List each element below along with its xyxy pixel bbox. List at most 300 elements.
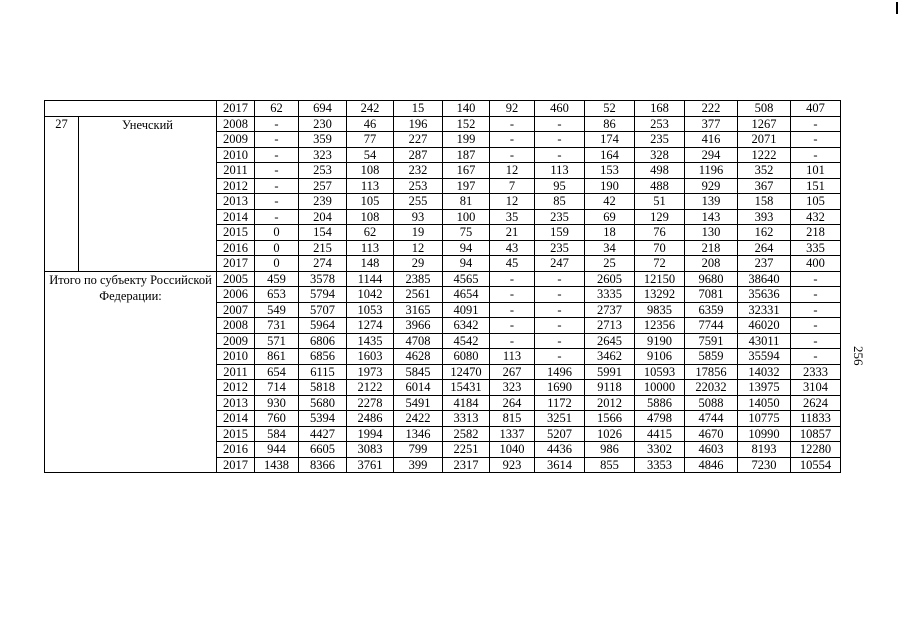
table-row: [45, 116, 841, 132]
value-cell: 0: [255, 225, 299, 241]
value-cell: 294: [685, 147, 738, 163]
row-number-cell: 27: [45, 116, 79, 271]
value-cell: 81: [443, 194, 490, 210]
value-cell: 3578: [299, 271, 347, 287]
value-cell: 4798: [635, 411, 685, 427]
value-cell: 2582: [443, 426, 490, 442]
value-cell: 113: [490, 349, 535, 365]
value-cell: 143: [685, 209, 738, 225]
value-cell: 264: [490, 395, 535, 411]
year-cell: 2014: [217, 209, 255, 225]
value-cell: 731: [255, 318, 299, 334]
value-cell: 714: [255, 380, 299, 396]
value-cell: 227: [394, 132, 443, 148]
value-cell: 1040: [490, 442, 535, 458]
value-cell: 174: [585, 132, 635, 148]
value-cell: -: [255, 178, 299, 194]
value-cell: -: [791, 271, 841, 287]
value-cell: 42: [585, 194, 635, 210]
value-cell: 154: [299, 225, 347, 241]
value-cell: 2278: [347, 395, 394, 411]
value-cell: 1172: [535, 395, 585, 411]
value-cell: 72: [635, 256, 685, 272]
value-cell: 323: [490, 380, 535, 396]
value-cell: 18: [585, 225, 635, 241]
region-name-cell: Итого по субъекту Российской Федерации:: [45, 271, 217, 473]
value-cell: 46: [347, 116, 394, 132]
value-cell: 45: [490, 256, 535, 272]
value-cell: 4565: [443, 271, 490, 287]
value-cell: -: [255, 194, 299, 210]
value-cell: 32331: [738, 302, 791, 318]
value-cell: 9106: [635, 349, 685, 365]
value-cell: 101: [791, 163, 841, 179]
value-cell: 694: [299, 101, 347, 117]
value-cell: 4427: [299, 426, 347, 442]
value-cell: 239: [299, 194, 347, 210]
year-cell: 2017: [217, 101, 255, 117]
value-cell: 2645: [585, 333, 635, 349]
value-cell: 287: [394, 147, 443, 163]
value-cell: 113: [347, 178, 394, 194]
table-row: [45, 101, 841, 117]
value-cell: 4744: [685, 411, 738, 427]
value-cell: 215: [299, 240, 347, 256]
year-cell: 2008: [217, 116, 255, 132]
value-cell: 1346: [394, 426, 443, 442]
value-cell: 5680: [299, 395, 347, 411]
value-cell: 7591: [685, 333, 738, 349]
value-cell: 105: [347, 194, 394, 210]
region-name-cell: [45, 101, 217, 117]
year-cell: 2011: [217, 364, 255, 380]
year-cell: 2005: [217, 271, 255, 287]
value-cell: 653: [255, 287, 299, 303]
value-cell: 10000: [635, 380, 685, 396]
data-table: [44, 100, 841, 473]
value-cell: -: [535, 349, 585, 365]
year-cell: 2012: [217, 178, 255, 194]
value-cell: 93: [394, 209, 443, 225]
value-cell: 235: [535, 240, 585, 256]
value-cell: 6014: [394, 380, 443, 396]
value-cell: 7081: [685, 287, 738, 303]
value-cell: -: [490, 132, 535, 148]
year-cell: 2011: [217, 163, 255, 179]
value-cell: -: [535, 147, 585, 163]
value-cell: 4670: [685, 426, 738, 442]
value-cell: -: [490, 302, 535, 318]
value-cell: 3462: [585, 349, 635, 365]
value-cell: 2012: [585, 395, 635, 411]
value-cell: -: [791, 132, 841, 148]
value-cell: -: [490, 271, 535, 287]
value-cell: 12280: [791, 442, 841, 458]
value-cell: 108: [347, 209, 394, 225]
value-cell: 1994: [347, 426, 394, 442]
value-cell: 399: [394, 457, 443, 473]
value-cell: -: [535, 333, 585, 349]
value-cell: 5207: [535, 426, 585, 442]
value-cell: 253: [394, 178, 443, 194]
value-cell: 10857: [791, 426, 841, 442]
value-cell: 1435: [347, 333, 394, 349]
value-cell: 235: [635, 132, 685, 148]
year-cell: 2010: [217, 349, 255, 365]
value-cell: 12: [490, 194, 535, 210]
value-cell: 9118: [585, 380, 635, 396]
value-cell: 1196: [685, 163, 738, 179]
value-cell: 242: [347, 101, 394, 117]
value-cell: 2561: [394, 287, 443, 303]
value-cell: -: [490, 318, 535, 334]
year-cell: 2016: [217, 442, 255, 458]
value-cell: 167: [443, 163, 490, 179]
value-cell: -: [535, 271, 585, 287]
value-cell: 14050: [738, 395, 791, 411]
value-cell: 14032: [738, 364, 791, 380]
value-cell: 267: [490, 364, 535, 380]
value-cell: 393: [738, 209, 791, 225]
value-cell: 208: [685, 256, 738, 272]
value-cell: -: [255, 116, 299, 132]
value-cell: 35636: [738, 287, 791, 303]
value-cell: -: [791, 333, 841, 349]
value-cell: 253: [299, 163, 347, 179]
value-cell: 148: [347, 256, 394, 272]
value-cell: 549: [255, 302, 299, 318]
year-cell: 2014: [217, 411, 255, 427]
value-cell: 140: [443, 101, 490, 117]
value-cell: 3614: [535, 457, 585, 473]
value-cell: 230: [299, 116, 347, 132]
value-cell: 11833: [791, 411, 841, 427]
value-cell: 986: [585, 442, 635, 458]
value-cell: 1267: [738, 116, 791, 132]
value-cell: 92: [490, 101, 535, 117]
value-cell: 1690: [535, 380, 585, 396]
value-cell: -: [791, 147, 841, 163]
value-cell: 100: [443, 209, 490, 225]
value-cell: -: [535, 116, 585, 132]
value-cell: 232: [394, 163, 443, 179]
year-cell: 2016: [217, 240, 255, 256]
value-cell: 159: [535, 225, 585, 241]
value-cell: 15: [394, 101, 443, 117]
value-cell: 196: [394, 116, 443, 132]
value-cell: 51: [635, 194, 685, 210]
value-cell: 6605: [299, 442, 347, 458]
value-cell: -: [490, 333, 535, 349]
value-cell: 930: [255, 395, 299, 411]
value-cell: 944: [255, 442, 299, 458]
value-cell: 6080: [443, 349, 490, 365]
value-cell: 4708: [394, 333, 443, 349]
value-cell: 264: [738, 240, 791, 256]
value-cell: 12470: [443, 364, 490, 380]
value-cell: 113: [347, 240, 394, 256]
value-cell: 1042: [347, 287, 394, 303]
value-cell: 571: [255, 333, 299, 349]
value-cell: 12: [394, 240, 443, 256]
value-cell: 13975: [738, 380, 791, 396]
value-cell: 2713: [585, 318, 635, 334]
value-cell: 43: [490, 240, 535, 256]
value-cell: 2251: [443, 442, 490, 458]
value-cell: 4542: [443, 333, 490, 349]
value-cell: 1566: [585, 411, 635, 427]
corner-mark: [896, 2, 898, 14]
value-cell: 923: [490, 457, 535, 473]
value-cell: 35594: [738, 349, 791, 365]
value-cell: 6359: [685, 302, 738, 318]
value-cell: 3313: [443, 411, 490, 427]
value-cell: 1026: [585, 426, 635, 442]
value-cell: 4436: [535, 442, 585, 458]
value-cell: 5991: [585, 364, 635, 380]
value-cell: 10554: [791, 457, 841, 473]
value-cell: 1053: [347, 302, 394, 318]
value-cell: 12356: [635, 318, 685, 334]
value-cell: 5491: [394, 395, 443, 411]
year-cell: 2009: [217, 132, 255, 148]
value-cell: 69: [585, 209, 635, 225]
value-cell: 1144: [347, 271, 394, 287]
value-cell: 584: [255, 426, 299, 442]
value-cell: 274: [299, 256, 347, 272]
value-cell: 432: [791, 209, 841, 225]
year-cell: 2017: [217, 457, 255, 473]
value-cell: 367: [738, 178, 791, 194]
value-cell: -: [255, 132, 299, 148]
value-cell: 108: [347, 163, 394, 179]
value-cell: 22032: [685, 380, 738, 396]
value-cell: 130: [685, 225, 738, 241]
value-cell: 5886: [635, 395, 685, 411]
value-cell: 190: [585, 178, 635, 194]
value-cell: 508: [738, 101, 791, 117]
value-cell: 3251: [535, 411, 585, 427]
value-cell: 10775: [738, 411, 791, 427]
value-cell: 113: [535, 163, 585, 179]
year-cell: 2015: [217, 426, 255, 442]
value-cell: 359: [299, 132, 347, 148]
value-cell: 19: [394, 225, 443, 241]
value-cell: 0: [255, 256, 299, 272]
value-cell: 760: [255, 411, 299, 427]
value-cell: 4091: [443, 302, 490, 318]
year-cell: 2012: [217, 380, 255, 396]
value-cell: 94: [443, 240, 490, 256]
value-cell: 5707: [299, 302, 347, 318]
value-cell: 257: [299, 178, 347, 194]
value-cell: 152: [443, 116, 490, 132]
value-cell: 13292: [635, 287, 685, 303]
value-cell: -: [535, 302, 585, 318]
value-cell: 7230: [738, 457, 791, 473]
value-cell: 654: [255, 364, 299, 380]
value-cell: 75: [443, 225, 490, 241]
value-cell: 204: [299, 209, 347, 225]
year-cell: 2017: [217, 256, 255, 272]
value-cell: 400: [791, 256, 841, 272]
value-cell: 168: [635, 101, 685, 117]
value-cell: 5088: [685, 395, 738, 411]
value-cell: 8366: [299, 457, 347, 473]
value-cell: 815: [490, 411, 535, 427]
value-cell: 4603: [685, 442, 738, 458]
value-cell: 6342: [443, 318, 490, 334]
value-cell: 222: [685, 101, 738, 117]
value-cell: 153: [585, 163, 635, 179]
value-cell: 1274: [347, 318, 394, 334]
value-cell: 46020: [738, 318, 791, 334]
year-cell: 2008: [217, 318, 255, 334]
value-cell: 323: [299, 147, 347, 163]
value-cell: -: [791, 287, 841, 303]
value-cell: 5794: [299, 287, 347, 303]
value-cell: 158: [738, 194, 791, 210]
value-cell: 4654: [443, 287, 490, 303]
value-cell: 3165: [394, 302, 443, 318]
year-cell: 2006: [217, 287, 255, 303]
value-cell: -: [791, 302, 841, 318]
value-cell: 7: [490, 178, 535, 194]
value-cell: 1337: [490, 426, 535, 442]
value-cell: 855: [585, 457, 635, 473]
value-cell: -: [255, 163, 299, 179]
value-cell: 4415: [635, 426, 685, 442]
value-cell: 799: [394, 442, 443, 458]
year-cell: 2007: [217, 302, 255, 318]
value-cell: 5394: [299, 411, 347, 427]
year-cell: 2015: [217, 225, 255, 241]
year-cell: 2013: [217, 194, 255, 210]
value-cell: 2624: [791, 395, 841, 411]
value-cell: 0: [255, 240, 299, 256]
year-cell: 2010: [217, 147, 255, 163]
year-cell: 2013: [217, 395, 255, 411]
value-cell: 95: [535, 178, 585, 194]
value-cell: -: [535, 318, 585, 334]
value-cell: 5845: [394, 364, 443, 380]
value-cell: 38640: [738, 271, 791, 287]
value-cell: 2122: [347, 380, 394, 396]
value-cell: 62: [347, 225, 394, 241]
value-cell: 4846: [685, 457, 738, 473]
value-cell: 4628: [394, 349, 443, 365]
value-cell: 10990: [738, 426, 791, 442]
value-cell: -: [490, 287, 535, 303]
value-cell: 52: [585, 101, 635, 117]
value-cell: 237: [738, 256, 791, 272]
value-cell: 460: [535, 101, 585, 117]
value-cell: 15431: [443, 380, 490, 396]
value-cell: 3083: [347, 442, 394, 458]
table-row: [45, 271, 841, 287]
value-cell: 43011: [738, 333, 791, 349]
value-cell: 6806: [299, 333, 347, 349]
value-cell: 6115: [299, 364, 347, 380]
value-cell: 4184: [443, 395, 490, 411]
value-cell: 62: [255, 101, 299, 117]
value-cell: 1603: [347, 349, 394, 365]
region-name-cell: Унечский: [79, 116, 217, 271]
value-cell: 2317: [443, 457, 490, 473]
value-cell: 255: [394, 194, 443, 210]
value-cell: 162: [738, 225, 791, 241]
value-cell: -: [490, 147, 535, 163]
value-cell: 416: [685, 132, 738, 148]
value-cell: 5859: [685, 349, 738, 365]
value-cell: 1973: [347, 364, 394, 380]
value-cell: 9190: [635, 333, 685, 349]
value-cell: 3104: [791, 380, 841, 396]
value-cell: 35: [490, 209, 535, 225]
value-cell: 9835: [635, 302, 685, 318]
value-cell: 12: [490, 163, 535, 179]
value-cell: 377: [685, 116, 738, 132]
value-cell: 335: [791, 240, 841, 256]
value-cell: 328: [635, 147, 685, 163]
value-cell: 2486: [347, 411, 394, 427]
value-cell: 1496: [535, 364, 585, 380]
year-cell: 2009: [217, 333, 255, 349]
value-cell: 2605: [585, 271, 635, 287]
value-cell: 3966: [394, 318, 443, 334]
value-cell: 77: [347, 132, 394, 148]
value-cell: 235: [535, 209, 585, 225]
value-cell: 164: [585, 147, 635, 163]
value-cell: 6856: [299, 349, 347, 365]
value-cell: 54: [347, 147, 394, 163]
value-cell: -: [535, 287, 585, 303]
value-cell: 1438: [255, 457, 299, 473]
value-cell: 488: [635, 178, 685, 194]
value-cell: 2737: [585, 302, 635, 318]
value-cell: 139: [685, 194, 738, 210]
page-number: 256: [851, 346, 866, 366]
table-body: [45, 101, 841, 473]
value-cell: 94: [443, 256, 490, 272]
value-cell: -: [791, 318, 841, 334]
value-cell: 29: [394, 256, 443, 272]
value-cell: 3761: [347, 457, 394, 473]
value-cell: 3335: [585, 287, 635, 303]
value-cell: -: [490, 116, 535, 132]
value-cell: 197: [443, 178, 490, 194]
value-cell: 105: [791, 194, 841, 210]
value-cell: -: [255, 209, 299, 225]
value-cell: 8193: [738, 442, 791, 458]
value-cell: 1222: [738, 147, 791, 163]
value-cell: 10593: [635, 364, 685, 380]
value-cell: 218: [685, 240, 738, 256]
value-cell: 3353: [635, 457, 685, 473]
value-cell: 352: [738, 163, 791, 179]
value-cell: 218: [791, 225, 841, 241]
value-cell: 5964: [299, 318, 347, 334]
value-cell: 199: [443, 132, 490, 148]
value-cell: 25: [585, 256, 635, 272]
value-cell: 12150: [635, 271, 685, 287]
value-cell: -: [255, 147, 299, 163]
value-cell: 17856: [685, 364, 738, 380]
value-cell: 247: [535, 256, 585, 272]
value-cell: -: [535, 132, 585, 148]
value-cell: 76: [635, 225, 685, 241]
value-cell: 459: [255, 271, 299, 287]
